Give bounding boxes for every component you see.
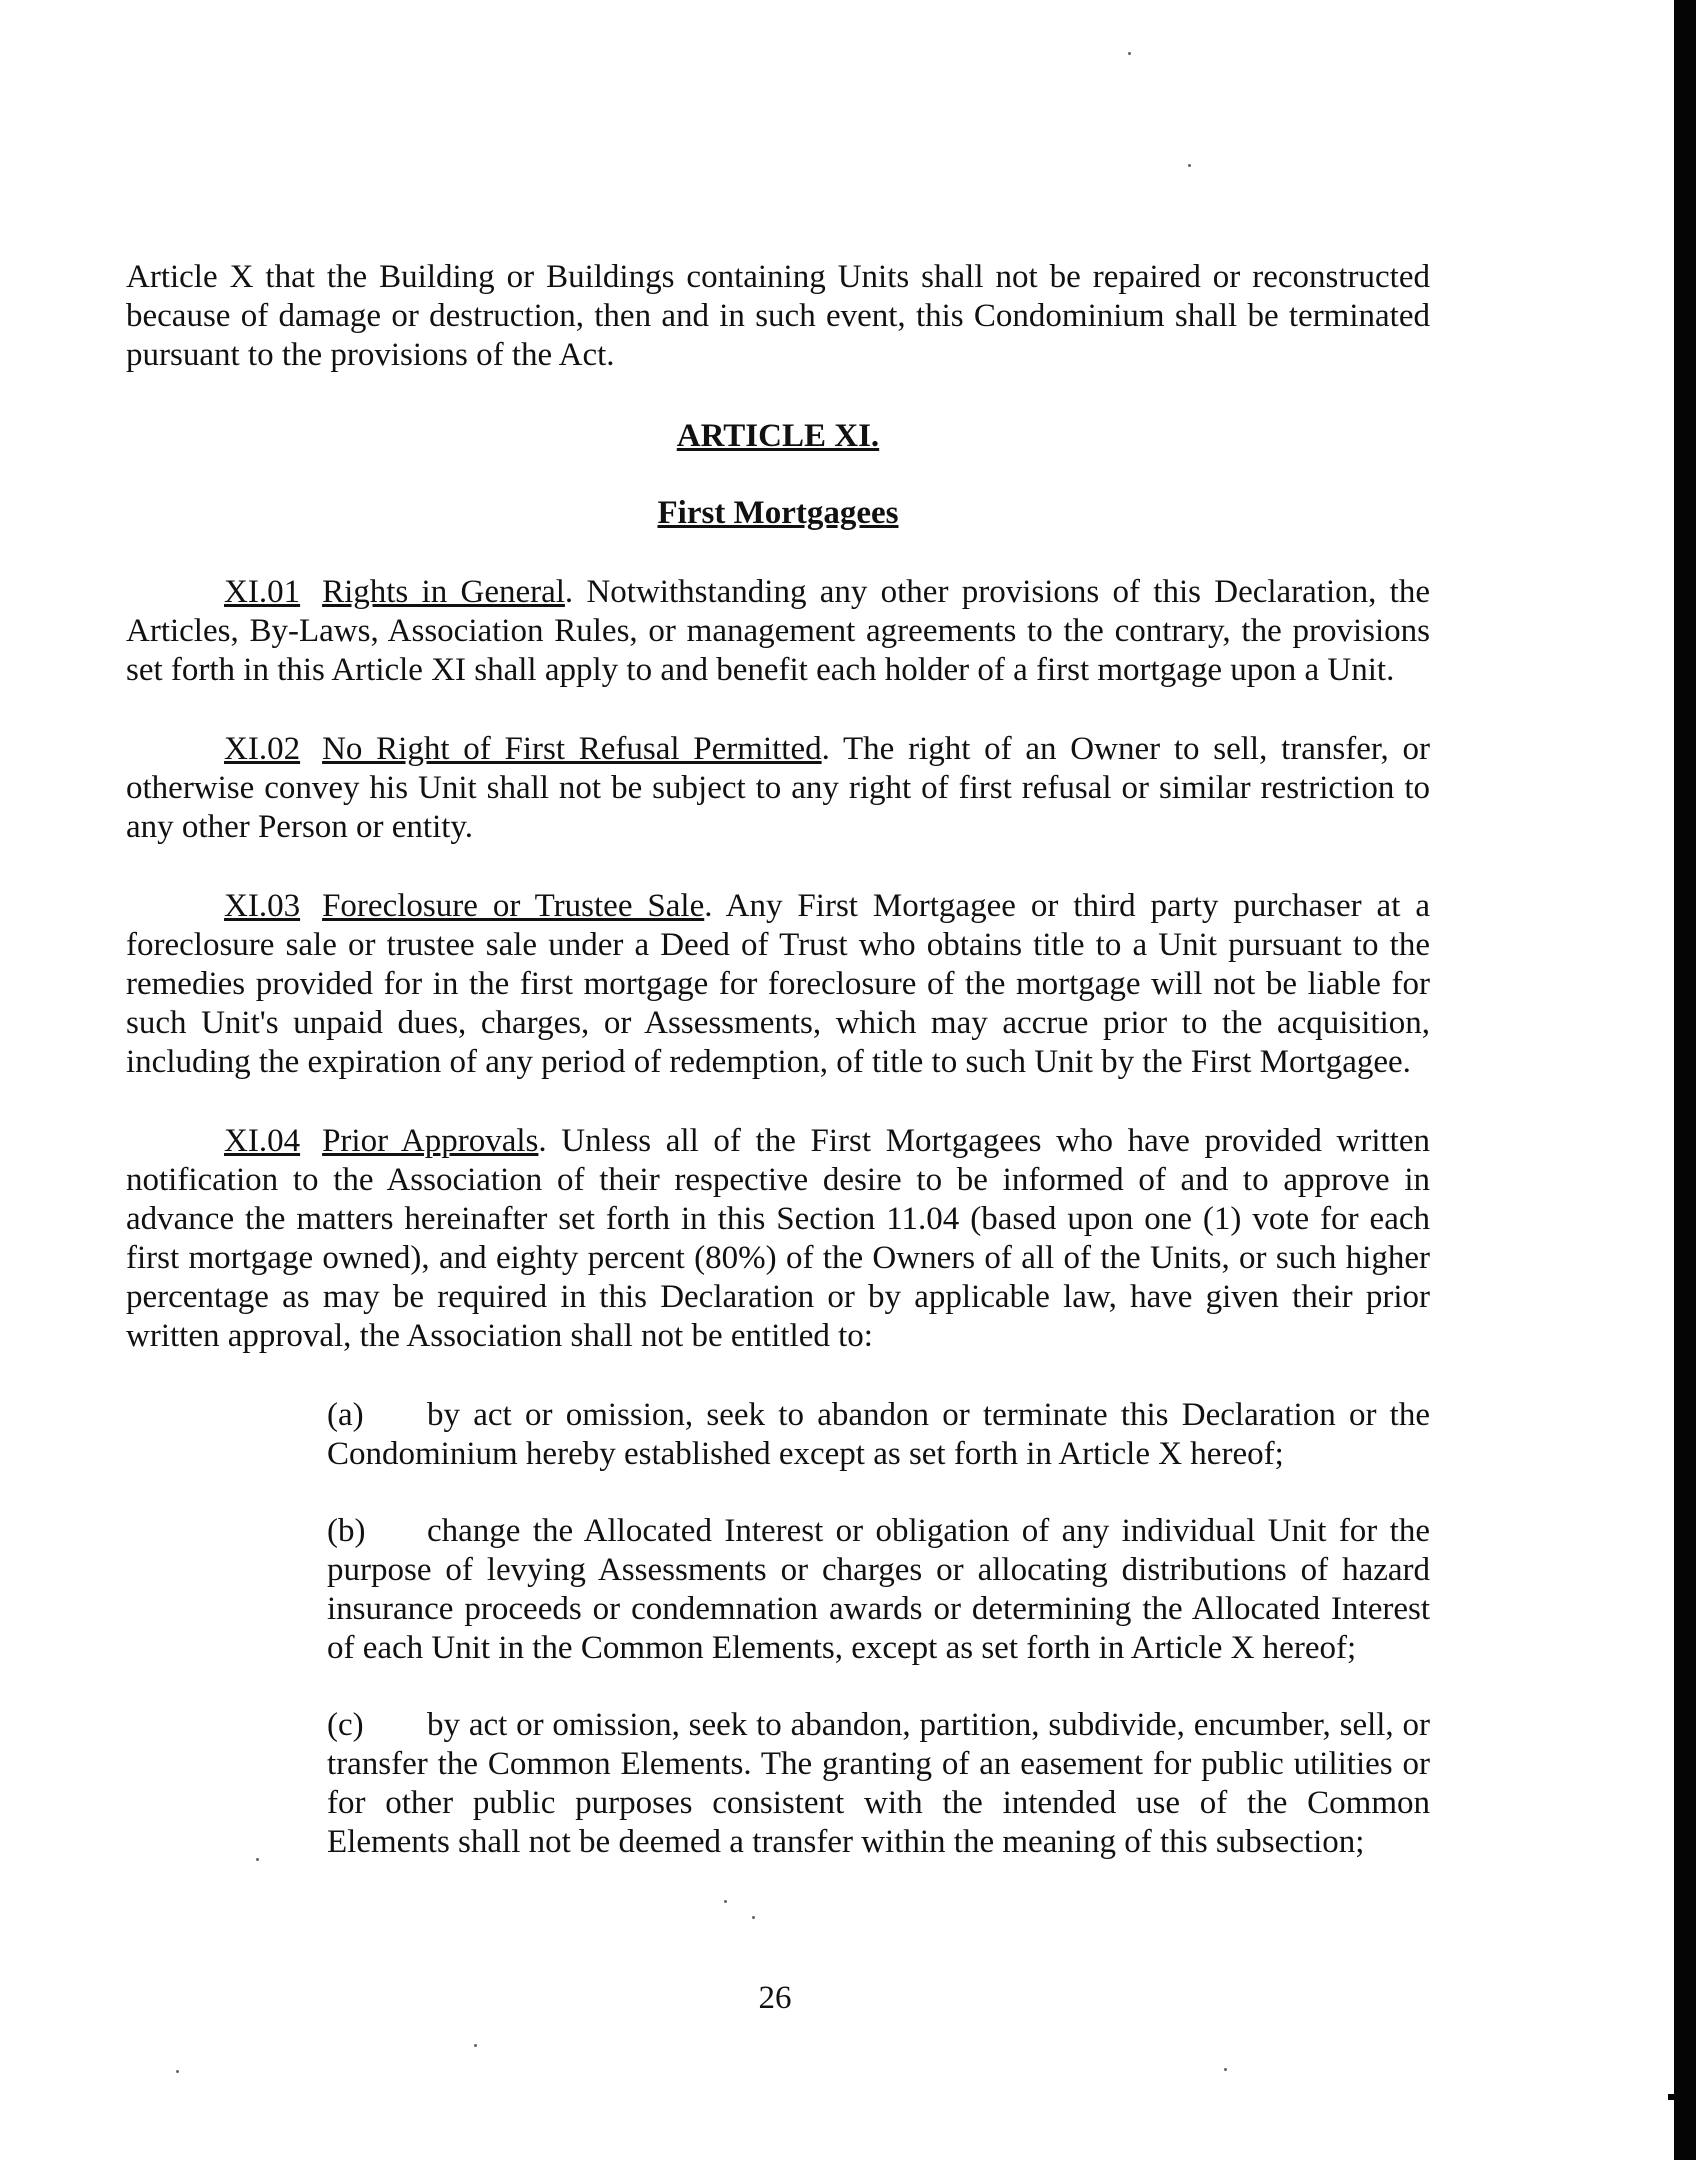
section-heading: First Mortgagees: [657, 495, 899, 531]
subitem-text: by act or omission, seek to abandon, partition, subdivide, encumber, sell, or transfer the Common Elements. The granting of an easement for public utilities or for other public purposes consistent with the intended use of the Common Elements shall not be deemed a transfer within the meaning of this subsection;: [327, 1707, 1430, 1860]
scan-speck: [176, 2070, 179, 2073]
section-number: XI.03: [224, 888, 301, 924]
scan-speck: [724, 1900, 727, 1903]
scan-speck: [474, 2044, 477, 2047]
scan-speck: [752, 1916, 755, 1919]
subitem-label: (a): [327, 1397, 364, 1433]
section-body: . Any First Mortgagee or third party purchaser at a foreclosure sale or trustee sale under a Deed of Trust who obtains title to a Unit pursuant to the remedies provided for in the first mortgage for foreclosure of the mortgage will not be liable for such Unit's unpaid dues, charges, or Assessments, which may accrue prior to the acquisition, including the expiration of any period of redemption, of title to such Unit by the First Mortgagee.: [126, 888, 1430, 1080]
section-xi-03: [126, 887, 1430, 1082]
article-heading: ARTICLE XI.: [676, 418, 880, 454]
section-xi-01: [126, 573, 1430, 690]
subitem-label: (b): [327, 1513, 366, 1549]
section-xi-04: [126, 1122, 1430, 1356]
scan-speck: [1128, 52, 1131, 55]
subitem-a: [327, 1396, 1430, 1474]
section-number: XI.01: [224, 574, 301, 610]
scan-speck: [1188, 164, 1191, 167]
section-title: No Right of First Refusal Permitted: [322, 731, 822, 767]
section-number: XI.04: [224, 1123, 301, 1159]
page-number: 26: [758, 1980, 792, 2016]
subitem-text: by act or omission, seek to abandon or terminate this Declaration or the Condominium hereby established except as set forth in Article X hereof;: [327, 1397, 1430, 1472]
section-title: Rights in General: [322, 574, 565, 610]
section-number: XI.02: [224, 731, 301, 767]
section-body: . Unless all of the First Mortgagees who have provided written notification to the Association of their respective desire to be informed of and to approve in advance the matters hereinafter set forth in this Section 11.04 (based upon one (1) vote for each first mortgage owned), and eighty percent (80%) of the Owners of all of the Units, or such higher percentage as may be required in this Declaration or by applicable law, have given their prior written approval, the Association shall not be entitled to:: [126, 1123, 1430, 1354]
scan-border-notch: [1668, 2094, 1688, 2100]
section-body: . Notwithstanding any other provisions of this Declaration, the Articles, By-Laws, Association Rules, or management agreements to the contrary, the provisions set forth in this Article XI shall apply to and benefit each holder of a first mortgage upon a Unit.: [126, 574, 1430, 688]
subitem-c: [327, 1706, 1430, 1862]
section-title: Foreclosure or Trustee Sale: [322, 888, 705, 924]
section-xi-02: [126, 730, 1430, 847]
subitem-list: [327, 1396, 1430, 1862]
subitem-label: (c): [327, 1707, 364, 1743]
document-body: [126, 258, 1430, 1900]
section-body: . The right of an Owner to sell, transfer, or otherwise convey his Unit shall not be subject to any right of first refusal or similar restriction to any other Person or entity.: [126, 731, 1431, 845]
scan-speck: [1224, 2068, 1227, 2071]
subitem-b: [327, 1512, 1430, 1668]
scan-border: [1674, 0, 1696, 2160]
section-title: Prior Approvals: [322, 1123, 539, 1159]
intro-paragraph: Article X that the Building or Buildings containing Units shall not be repaired or reconstructed because of damage or destruction, then and in such event, this Condominium shall be terminated pursuant to the provisions of the Act.: [126, 259, 1430, 373]
subitem-text: change the Allocated Interest or obligation of any individual Unit for the purpose of levying Assessments or charges or allocating distributions of hazard insurance proceeds or condemnation awards or determining the Allocated Interest of each Unit in the Common Elements, except as set forth in Article X hereof;: [327, 1513, 1430, 1666]
